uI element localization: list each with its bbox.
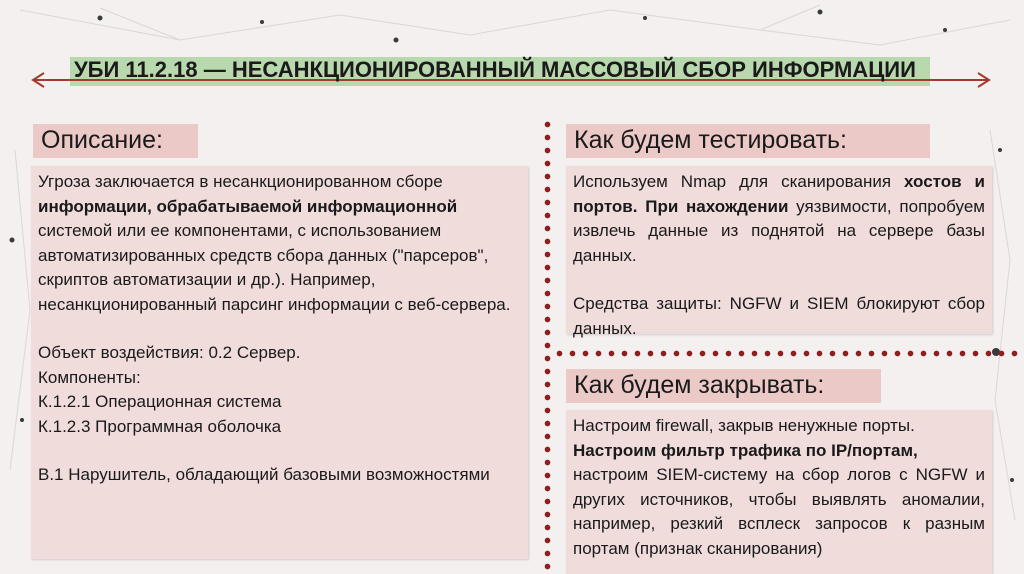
- testing-heading: Как будем тестировать:: [566, 124, 930, 158]
- testing-text-bold: хостов и портов. При нахождении: [573, 172, 985, 216]
- closing-heading: Как будем закрывать:: [566, 369, 881, 403]
- component-os: К.1.2.1 Операционная система: [38, 392, 282, 411]
- impact-object: Объект воздействия: 0.2 Сервер.: [38, 343, 301, 362]
- closing-line-1: Настроим firewall, закрыв ненужные порты.: [573, 416, 915, 435]
- testing-text-a: Используем Nmap для сканирования: [573, 172, 904, 191]
- protection-means: Средства защиты: NGFW и SIEM блокируют сбор данных.: [573, 294, 985, 338]
- description-text-c: системой или ее компонентами, с использованием автоматизированных средств сбора данных ("парсеров", скриптов автоматизации и др.). Например, несанкционированный парсинг информации с веб-сервера.: [38, 221, 511, 314]
- component-shell: К.1.2.3 Программная оболочка: [38, 416, 282, 436]
- testing-text-c: уязвимости, попробуем извлечь данные из поднятой на сервере базы данных.: [573, 196, 985, 265]
- horizontal-dotted-divider: [553, 349, 1024, 358]
- violator-text: В.1 Нарушитель, обладающий базовыми возможностями: [38, 465, 490, 484]
- description-text-box: [31, 166, 528, 559]
- description-text-a: Угроза заключается в несанкционированном сборе: [38, 172, 443, 191]
- components-label: Компоненты:: [38, 367, 141, 387]
- description-text-bold: информации, обрабатываемой информационной: [38, 196, 458, 216]
- closing-line-2-bold: Настроим фильтр трафика по IP/портам,: [573, 440, 918, 460]
- testing-paragraph: [573, 170, 985, 268]
- description-heading: Описание:: [33, 124, 198, 158]
- vertical-dotted-divider: [543, 118, 552, 574]
- closing-text-box: [566, 410, 992, 574]
- closing-line-2: [573, 439, 985, 464]
- closing-line-3: настроим SIEM-систему на сбор логов с NGFW и других источников, чтобы выявлять аномалии, например, резкий всплеск запросов к разным портам (признак сканирования): [573, 465, 985, 558]
- description-paragraph: [38, 170, 521, 317]
- testing-text-box: [566, 166, 992, 338]
- page-title: УБИ 11.2.18 — НЕСАНКЦИОНИРОВАННЫЙ МАССОВЫЙ СБОР ИНФОРМАЦИИ: [74, 57, 916, 82]
